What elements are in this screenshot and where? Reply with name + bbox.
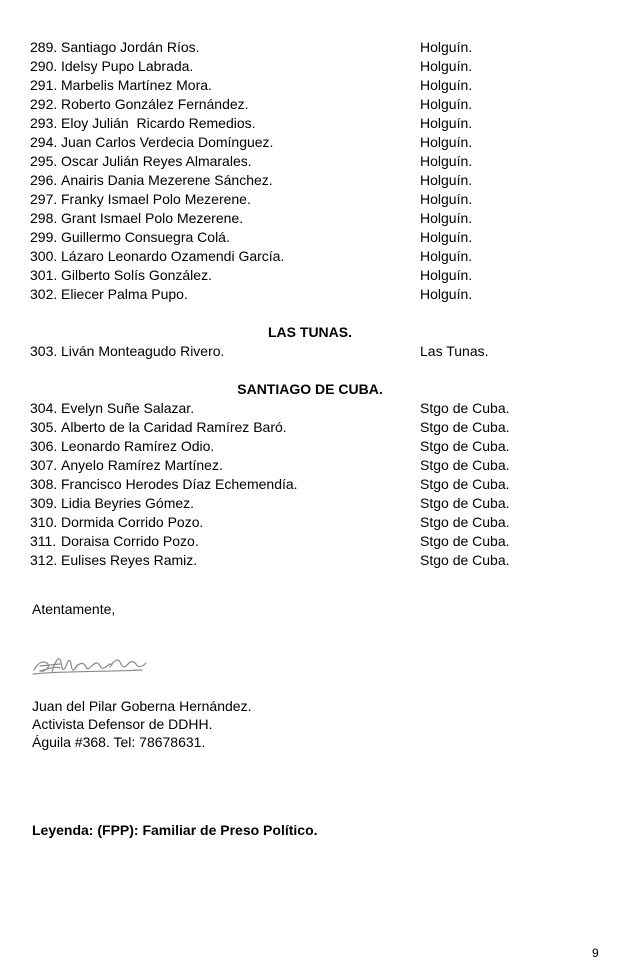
list-item	[30, 456, 590, 475]
signer-address: Águila #368. Tel: 78678631.	[32, 734, 206, 750]
item-location: Stgo de Cuba.	[420, 457, 510, 473]
item-number: 304.	[30, 400, 58, 416]
item-number: 301.	[30, 267, 58, 283]
list-item	[30, 551, 590, 570]
item-name: Anyelo Ramírez Martínez.	[61, 457, 223, 473]
item-location: Stgo de Cuba.	[420, 552, 510, 568]
item-name: Eloy Julián Ricardo Remedios.	[61, 115, 256, 131]
signer-role: Activista Defensor de DDHH.	[32, 716, 213, 732]
item-number: 302.	[30, 286, 58, 302]
item-number: 298.	[30, 210, 58, 226]
item-number: 292.	[30, 96, 58, 112]
list-item	[30, 418, 590, 437]
item-number: 305.	[30, 419, 58, 435]
item-location: Holguín.	[420, 39, 473, 55]
item-name: Leonardo Ramírez Odio.	[61, 438, 215, 454]
item-number: 296.	[30, 172, 58, 188]
item-name: Lidia Beyries Gómez.	[61, 495, 195, 511]
item-name: Idelsy Pupo Labrada.	[61, 58, 194, 74]
item-name: Roberto González Fernández.	[61, 96, 249, 112]
list-santiago-de-cuba	[30, 399, 590, 570]
item-number: 297.	[30, 191, 58, 207]
item-location: Holguín.	[420, 77, 473, 93]
item-name: Franky Ismael Polo Mezerene.	[61, 191, 251, 207]
item-location: Stgo de Cuba.	[420, 533, 510, 549]
item-name: Francisco Herodes Díaz Echemendía.	[61, 476, 298, 492]
item-number: 306.	[30, 438, 58, 454]
item-location: Holguín.	[420, 267, 473, 283]
item-location: Stgo de Cuba.	[420, 419, 510, 435]
item-location: Holguín.	[420, 96, 473, 112]
item-location: Holguín.	[420, 229, 473, 245]
list-item	[30, 399, 590, 418]
item-number: 312.	[30, 552, 58, 568]
item-number: 300.	[30, 248, 58, 264]
item-location: Holguín.	[420, 191, 473, 207]
item-number: 311.	[30, 533, 57, 549]
item-number: 290.	[30, 58, 58, 74]
list-item	[30, 190, 590, 209]
item-location: Stgo de Cuba.	[420, 476, 510, 492]
list-item	[30, 152, 590, 171]
list-item	[30, 38, 590, 57]
item-location: Holguín.	[420, 248, 473, 264]
list-item	[30, 532, 590, 551]
item-name: Guillermo Consuegra Colá.	[61, 229, 230, 245]
item-location: Holguín.	[420, 58, 473, 74]
list-item	[30, 76, 590, 95]
item-name: Eulises Reyes Ramiz.	[61, 552, 198, 568]
item-name: Dormida Corrido Pozo.	[61, 514, 204, 530]
item-name: Santiago Jordán Ríos.	[61, 39, 200, 55]
item-location: Holguín.	[420, 134, 473, 150]
item-name: Evelyn Suñe Salazar.	[61, 400, 195, 416]
item-name: Marbelis Martínez Mora.	[61, 77, 212, 93]
item-location: Holguín.	[420, 172, 473, 188]
item-number: 294.	[30, 134, 58, 150]
item-name: Anairis Dania Mezerene Sánchez.	[61, 172, 273, 188]
item-name: Liván Monteagudo Rivero.	[61, 343, 225, 359]
item-name: Oscar Julián Reyes Almarales.	[61, 153, 252, 169]
item-name: Grant Ismael Polo Mezerene.	[61, 210, 244, 226]
item-name: Doraisa Corrido Pozo.	[61, 533, 199, 549]
item-number: 310.	[30, 514, 58, 530]
item-location: Las Tunas.	[420, 343, 489, 359]
list-item	[30, 494, 590, 513]
item-location: Holguín.	[420, 153, 473, 169]
item-number: 303.	[30, 343, 58, 359]
list-item	[30, 285, 590, 304]
list-item	[30, 437, 590, 456]
item-location: Stgo de Cuba.	[420, 438, 510, 454]
item-location: Stgo de Cuba.	[420, 400, 510, 416]
item-location: Holguín.	[420, 286, 473, 302]
item-name: Alberto de la Caridad Ramírez Baró.	[61, 419, 287, 435]
item-number: 299.	[30, 229, 58, 245]
item-name: Lázaro Leonardo Ozamendi García.	[61, 248, 285, 264]
list-las-tunas	[30, 342, 590, 361]
list-item	[30, 171, 590, 190]
item-location: Stgo de Cuba.	[420, 514, 510, 530]
list-item	[30, 247, 590, 266]
list-item	[30, 133, 590, 152]
list-item	[30, 57, 590, 76]
item-location: Holguín.	[420, 115, 473, 131]
item-location: Stgo de Cuba.	[420, 495, 510, 511]
list-item	[30, 342, 590, 361]
section-heading-las-tunas: LAS TUNAS.	[268, 324, 352, 340]
item-number: 293.	[30, 115, 58, 131]
section-heading-santiago-de-cuba: SANTIAGO DE CUBA.	[237, 381, 383, 397]
list-item	[30, 228, 590, 247]
list-item	[30, 266, 590, 285]
list-item	[30, 513, 590, 532]
item-number: 307.	[30, 457, 58, 473]
signer-name: Juan del Pilar Goberna Hernández.	[32, 698, 252, 714]
item-number: 291.	[30, 77, 58, 93]
signature-icon	[30, 650, 150, 685]
list-item	[30, 475, 590, 494]
item-number: 308.	[30, 476, 58, 492]
closing-text: Atentamente,	[32, 601, 116, 617]
item-number: 289.	[30, 39, 58, 55]
item-name: Gilberto Solís González.	[61, 267, 212, 283]
list-item	[30, 95, 590, 114]
item-name: Juan Carlos Verdecia Domínguez.	[61, 134, 274, 150]
item-number: 309.	[30, 495, 58, 511]
list-item	[30, 209, 590, 228]
item-number: 295.	[30, 153, 58, 169]
list-holguin	[30, 38, 590, 304]
item-name: Eliecer Palma Pupo.	[61, 286, 188, 302]
list-item	[30, 114, 590, 133]
legend-text: Leyenda: (FPP): Familiar de Preso Político.	[32, 822, 318, 838]
item-location: Holguín.	[420, 210, 473, 226]
page-number: 9	[592, 946, 599, 960]
